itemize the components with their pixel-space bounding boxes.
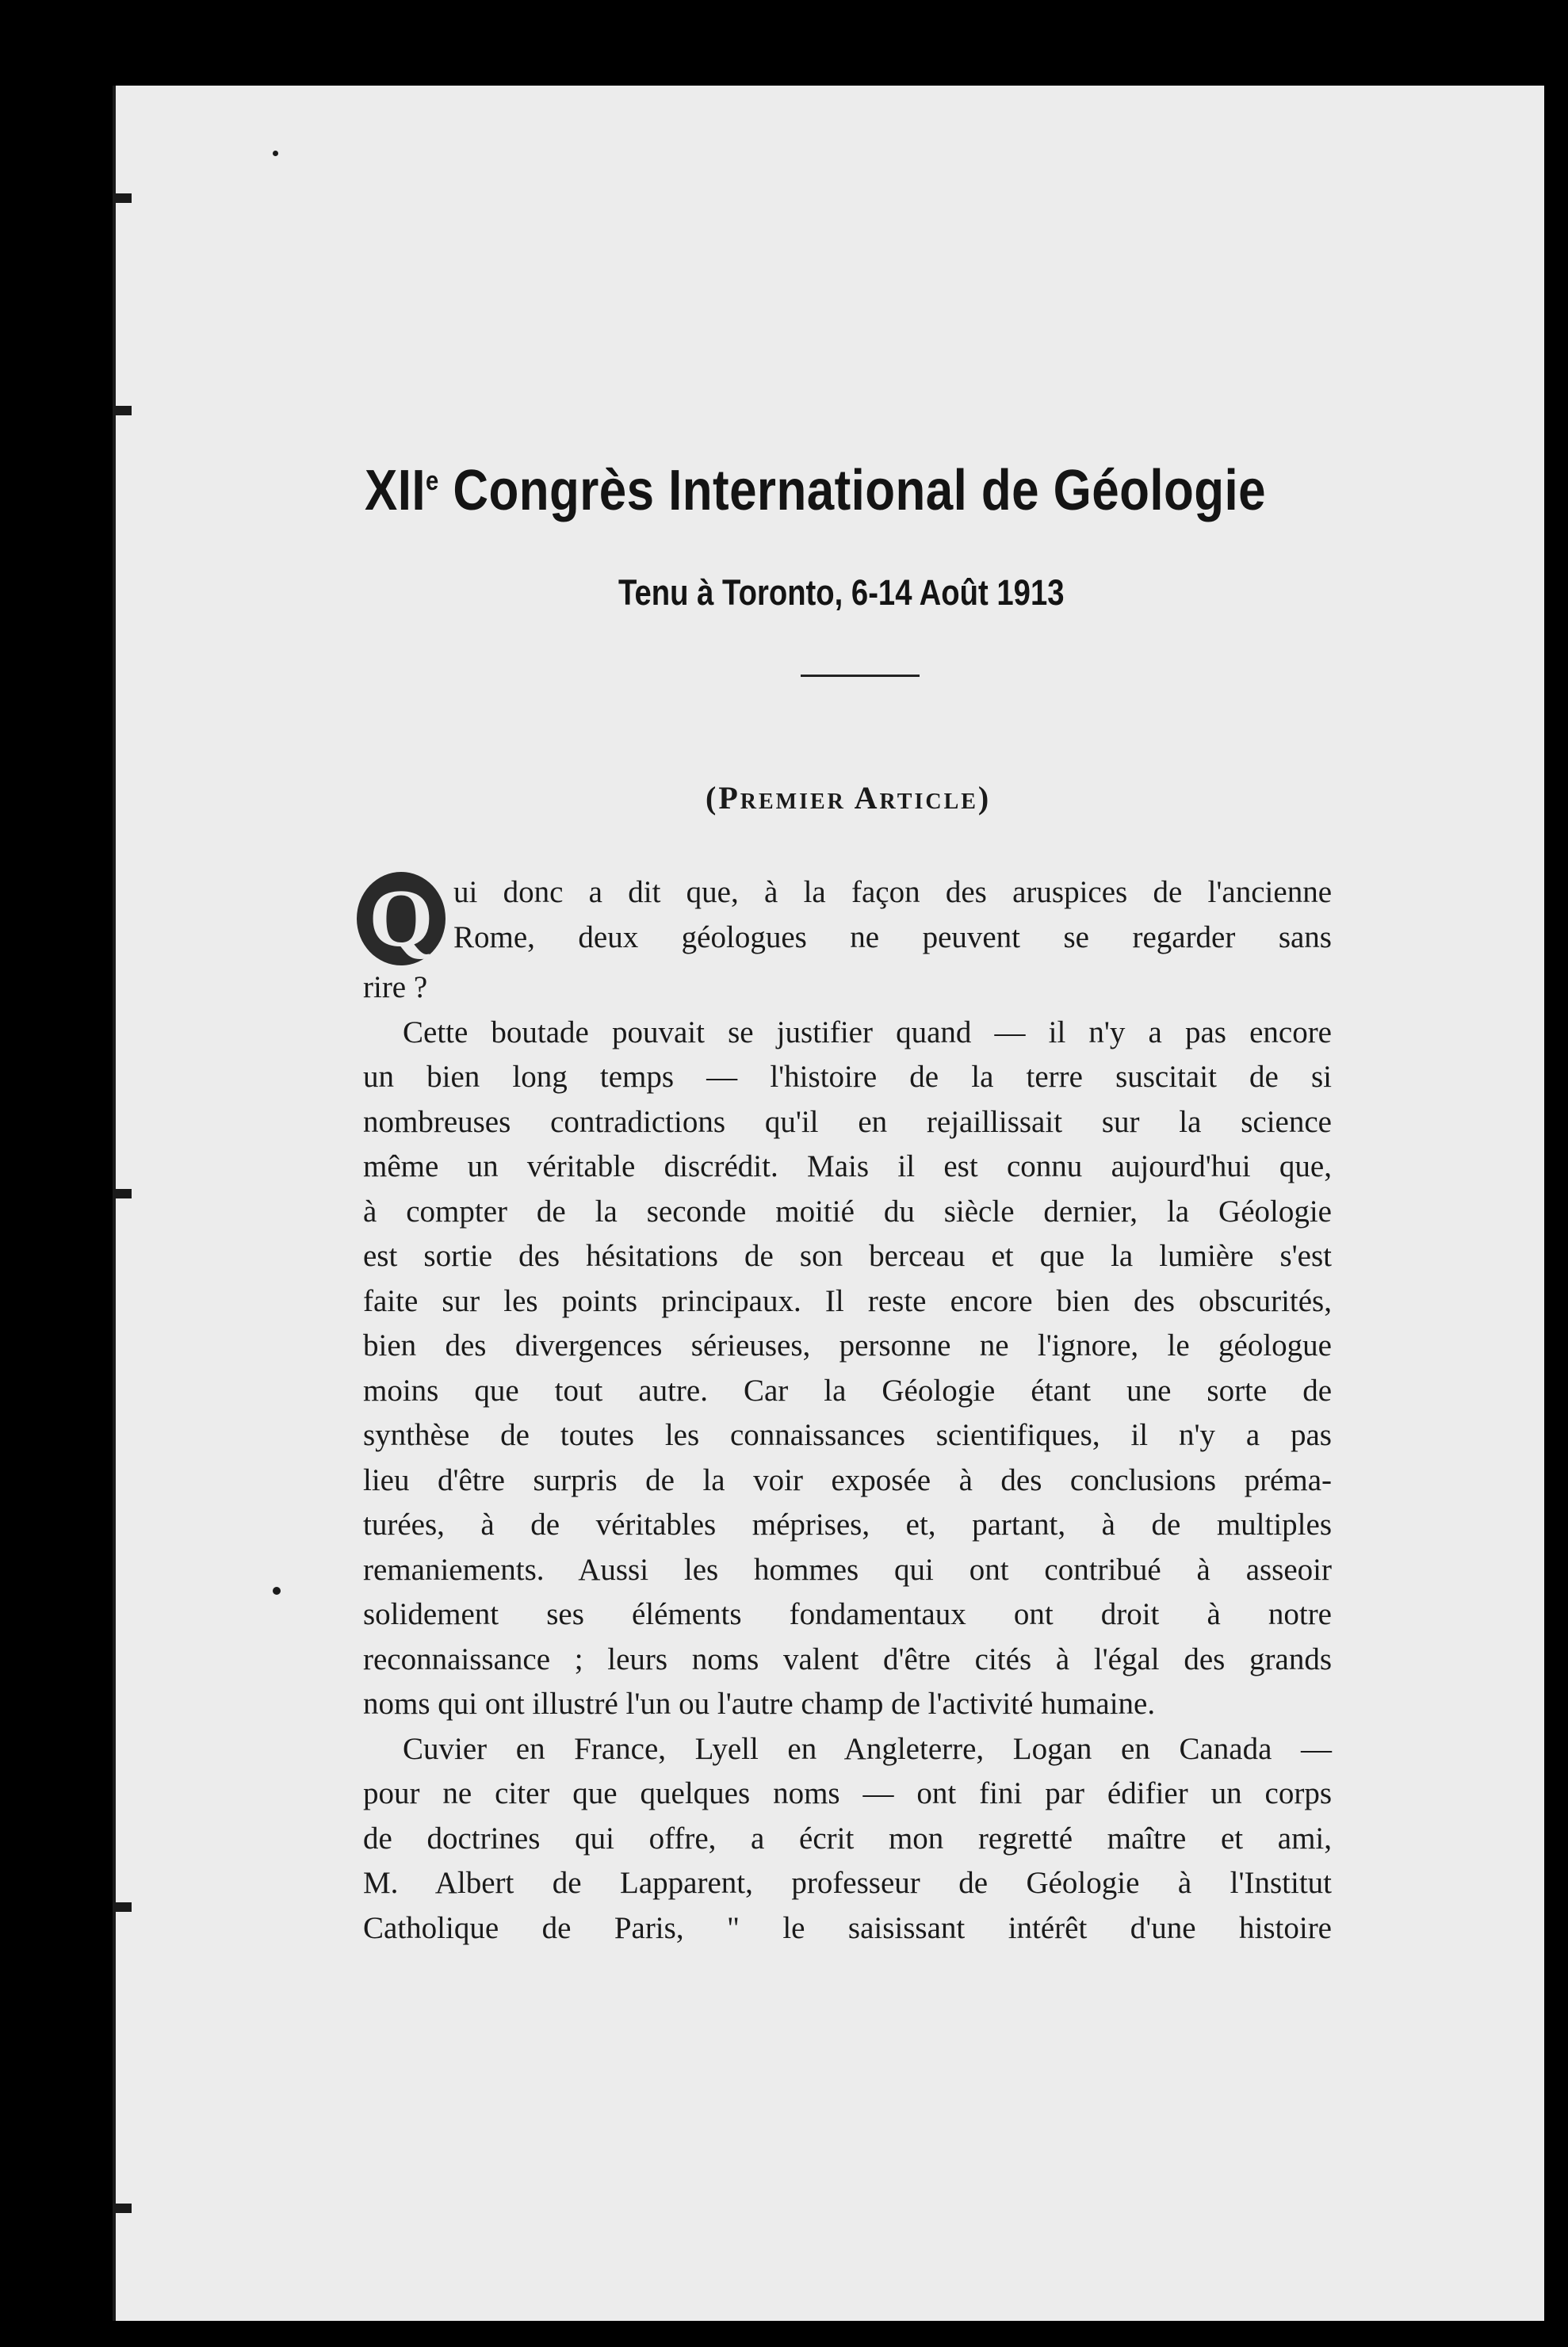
text-line: solidement ses éléments fondamentaux ont droit à notre [363,1597,1332,1631]
text-line: Rome, deux géologues ne peuvent se regarder sans [453,919,1332,954]
text-line: à compter de la seconde moitié du siècle dernier, la Géologie [363,1194,1332,1229]
article-label: (Premier Article) [706,780,992,816]
text-line: rire ? [363,970,428,1004]
binding-mark [116,193,132,203]
article-body [363,870,1332,1951]
title-text: Congrès International de Géologie [438,459,1267,522]
article-subtitle: Tenu à Toronto, 6-14 Août 1913 [618,572,1065,613]
paper-speck [273,151,278,156]
text-line: bien des divergences sérieuses, personne ne l'ignore, le géologue [363,1328,1332,1363]
text-line: synthèse de toutes les connaissances scientifiques, il n'y a pas [363,1418,1332,1452]
binding-mark [116,1189,132,1198]
paper-speck [273,1587,281,1595]
text-line: même un véritable discrédit. Mais il est connu aujourd'hui que, [363,1149,1332,1183]
text-line: M. Albert de Lapparent, professeur de Géologie à l'Institut [363,1866,1332,1900]
paragraph-1 [363,870,1332,1011]
text-line: Cette boutade pouvait se justifier quand — il n'y a pas encore [403,1015,1332,1049]
text-line: Cuvier en France, Lyell en Angleterre, Logan en Canada — [403,1731,1332,1766]
text-line: remaniements. Aussi les hommes qui ont contribué à asseoir [363,1552,1332,1587]
text-line: noms qui ont illustré l'un ou l'autre champ de l'activité humaine. [363,1687,1156,1721]
text-line: faite sur les points principaux. Il reste encore bien des obscurités, [363,1283,1332,1318]
text-line: turées, à de véritables méprises, et, partant, à de multiples [363,1508,1332,1542]
drop-cap-letter: Q [357,872,446,965]
article-title [365,458,1267,523]
title-superscript: e [425,466,439,496]
text-line: ui donc a dit que, à la façon des aruspices de l'ancienne [453,875,1332,909]
text-line: reconnaissance ; leurs noms valent d'être cités à l'égal des grands [363,1642,1332,1676]
text-line: Catholique de Paris, " le saisissant intérêt d'une histoire [363,1910,1332,1945]
text-line: un bien long temps — l'histoire de la terre suscitait de si [363,1060,1332,1094]
text-line: moins que tout autre. Car la Géologie étant une sorte de [363,1373,1332,1408]
paragraph-3 [363,1727,1332,1951]
title-divider [801,675,920,677]
title-numeral: XII [365,459,426,522]
paragraph-2 [363,1011,1332,1727]
text-line: de doctrines qui offre, a écrit mon regretté maître et ami, [363,1821,1332,1856]
text-line: lieu d'être surpris de la voir exposée à des conclusions préma- [363,1462,1332,1497]
binding-mark [116,1902,132,1912]
binding-mark [116,2204,132,2213]
text-line: pour ne citer que quelques noms — ont fini par édifier un corps [363,1776,1332,1810]
binding-edge [113,86,116,2321]
binding-mark [116,406,132,415]
text-line: est sortie des hésitations de son berceau et que la lumière s'est [363,1239,1332,1273]
text-line: nombreuses contradictions qu'il en rejaillissait sur la science [363,1104,1332,1139]
